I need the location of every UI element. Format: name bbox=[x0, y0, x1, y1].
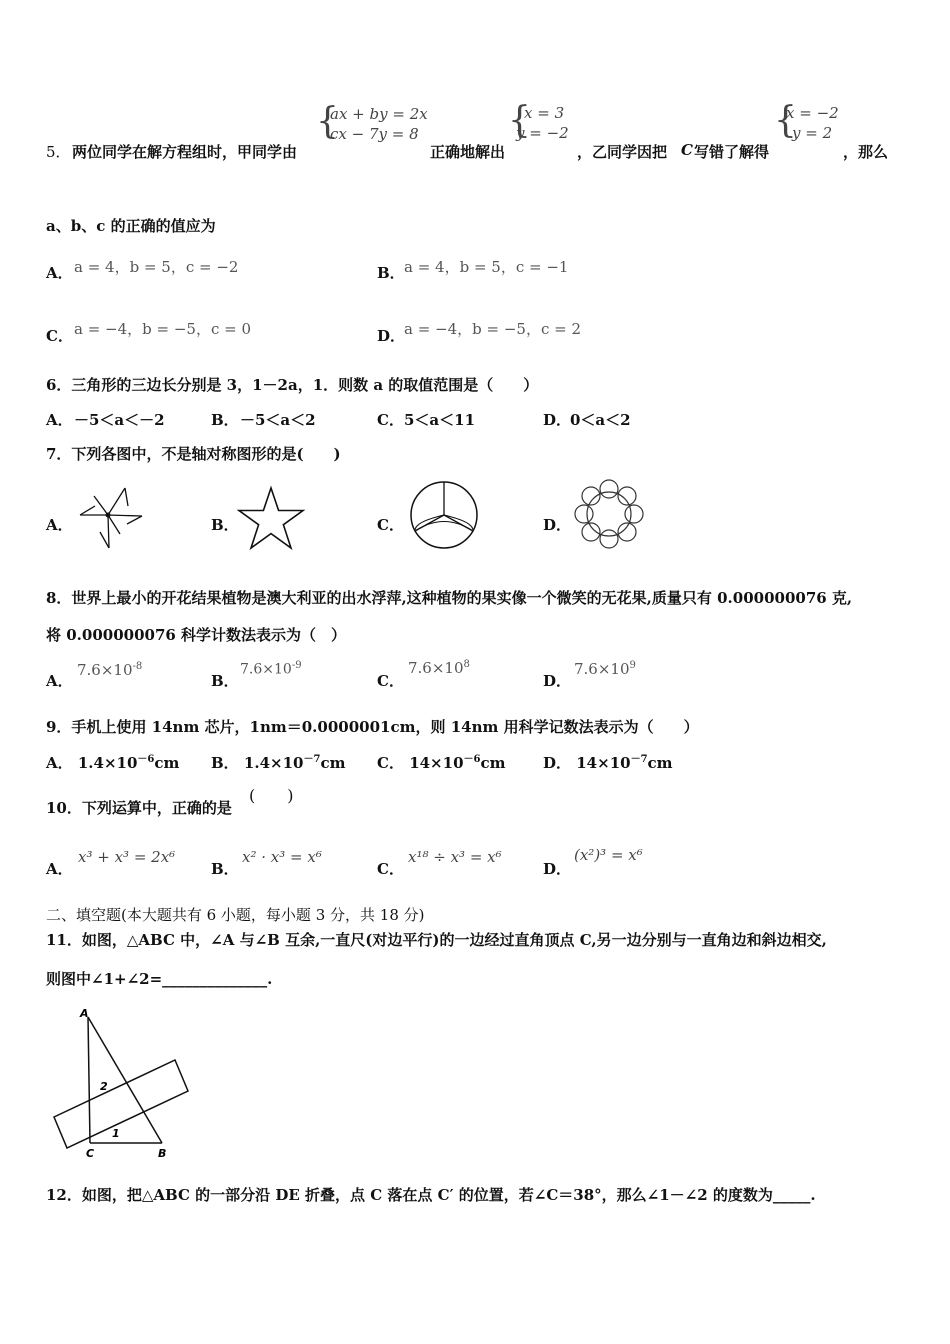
q10-option-a-label: A． bbox=[46, 860, 73, 878]
q10-option-c-label: C． bbox=[377, 860, 404, 878]
section2-title: 二、填空题(本大题共有 6 小题，每小题 3 分，共 18 分) bbox=[46, 906, 425, 924]
q9-option-a: A． $1.4\times 10^{-6}cm$ bbox=[46, 754, 180, 772]
q10-option-b-label: B． bbox=[211, 860, 239, 878]
fig-label-angle2: 2 bbox=[100, 1080, 108, 1093]
q5-line2: a、b、c 的正确的值应为 bbox=[46, 217, 216, 235]
fig-label-angle1: 1 bbox=[112, 1127, 120, 1140]
q6-option-c-label: C． bbox=[377, 411, 404, 429]
q5-option-a-label: A． bbox=[46, 264, 73, 282]
q6-option-c-text: 5＜a＜11 bbox=[404, 411, 476, 429]
q7-option-a-label: A． bbox=[46, 516, 73, 534]
q8-option-a-value: $7.6\times 10^{-8}$ bbox=[77, 661, 143, 679]
q5-system-line1: ax + by = 2x bbox=[330, 105, 428, 123]
q5-option-b-text: a = 4，b = 5，c = −1 bbox=[404, 258, 569, 276]
q10-option-d-text: (x²)³ = x⁶ bbox=[574, 846, 643, 864]
q8-line1: 8．世界上最小的开花结果植物是澳大利亚的出水浮萍,这种植物的果实像一个微笑的无花果,质量只有 0.000000076 克, bbox=[46, 589, 853, 607]
fig-label-c: C bbox=[86, 1147, 95, 1160]
q8-option-d-label: D． bbox=[543, 672, 572, 690]
circle-petals-figure bbox=[404, 480, 484, 550]
q8-option-d-value: $7.6\times 10^9$ bbox=[574, 660, 636, 678]
q5-system-brace: { bbox=[316, 101, 339, 142]
q5-sol1-brace: { bbox=[508, 100, 531, 141]
q5-sol1-line1: x = 3 bbox=[524, 104, 565, 122]
q6-option-d-label: D． bbox=[543, 411, 572, 429]
q5-system-line2: cx − 7y = 8 bbox=[330, 125, 419, 143]
star-figure bbox=[236, 486, 306, 550]
q8-option-c-label: C． bbox=[377, 672, 404, 690]
q5-number: 5． bbox=[46, 143, 71, 161]
q5-text-mid3: 写错了解得 bbox=[694, 143, 770, 161]
q7-option-c-label: C． bbox=[377, 516, 404, 534]
q6-option-b-text: －5＜a＜2 bbox=[240, 411, 316, 429]
q5-option-a-text: a = 4，b = 5，c = −2 bbox=[74, 258, 239, 276]
q8-option-c-value: $7.6\times 10^8$ bbox=[408, 659, 470, 677]
q5-option-b-label: B． bbox=[377, 264, 405, 282]
q12-text: 12．如图，把△ABC 的一部分沿 DE 折叠，点 C 落在点 C′ 的位置，若∠C＝38°，那么∠1－∠2 的度数为_____. bbox=[46, 1186, 816, 1204]
q9-option-c: C． $14\times 10^{-6}cm$ bbox=[377, 754, 506, 772]
q5-sol2-line2: y = 2 bbox=[792, 124, 833, 142]
q11-triangle-ruler-figure bbox=[50, 1005, 195, 1160]
q5-text-end: ，那么 bbox=[843, 143, 889, 161]
q5-text-mid2: ，乙同学因把 bbox=[577, 143, 668, 161]
q5-sol1-line2: y = −2 bbox=[516, 124, 569, 142]
q10-option-a-text: x³ + x³ = 2x⁶ bbox=[78, 848, 176, 866]
q10-option-b-text: x² · x³ = x⁶ bbox=[242, 848, 322, 866]
q5-option-d-label: D． bbox=[377, 327, 406, 345]
q10-paren: ( ) bbox=[249, 786, 294, 805]
q11-line2: 则图中∠1+∠2=______________. bbox=[46, 970, 273, 988]
q10-stem: 10．下列运算中，正确的是 bbox=[46, 799, 232, 817]
q8-option-b-value: $7.6\times 10^{-9}$ bbox=[240, 660, 302, 678]
q11-line1: 11．如图，△ABC 中，∠A 与∠B 互余,一直尺(对边平行)的一边经过直角顶点 C,另一边分别与一直角边和斜边相交, bbox=[46, 931, 827, 949]
fig-label-a: A bbox=[80, 1007, 89, 1020]
q5-text-mid1: 正确地解出 bbox=[430, 143, 506, 161]
q10-option-c-text: x¹⁸ ÷ x³ = x⁶ bbox=[408, 848, 502, 866]
q5-option-c-label: C． bbox=[46, 327, 73, 345]
q10-option-d-label: D． bbox=[543, 860, 572, 878]
q5-sol2-brace: { bbox=[774, 100, 797, 141]
q5-option-d-text: a = −4，b = −5，c = 2 bbox=[404, 320, 582, 338]
fig-label-b: B bbox=[158, 1147, 167, 1160]
q7-stem: 7．下列各图中，不是轴对称图形的是( ) bbox=[46, 445, 341, 463]
q8-line2: 将 0.000000076 科学计数法表示为（ ） bbox=[46, 626, 347, 644]
q5-var-c: C bbox=[681, 141, 693, 159]
q6-option-d-text: 0＜a＜2 bbox=[570, 411, 631, 429]
q5-sol2-line1: x = −2 bbox=[786, 104, 839, 122]
q9-option-d: D． $14\times 10^{-7}cm$ bbox=[543, 754, 673, 772]
q7-option-b-label: B． bbox=[211, 516, 239, 534]
q5-text-before: 两位同学在解方程组时，甲同学由 bbox=[72, 143, 298, 161]
flower-ring-figure bbox=[570, 477, 648, 551]
q6-option-a-text: －5＜a＜－2 bbox=[74, 411, 165, 429]
q5-option-c-text: a = −4，b = −5，c = 0 bbox=[74, 320, 252, 338]
q9-stem: 9．手机上使用 14nm 芯片，1nm＝0.0000001cm，则 14nm 用科学记数法表示为（ ） bbox=[46, 718, 699, 736]
q7-option-d-label: D． bbox=[543, 516, 572, 534]
q6-stem: 6．三角形的三边长分别是 3，1－2a，1．则数 a 的取值范围是（ ） bbox=[46, 376, 539, 394]
q8-option-b-label: B． bbox=[211, 672, 239, 690]
q6-option-b-label: B． bbox=[211, 411, 239, 429]
pinwheel-figure bbox=[78, 484, 148, 550]
q9-option-b: B． $1.4\times 10^{-7}cm$ bbox=[211, 754, 346, 772]
q8-option-a-label: A． bbox=[46, 672, 73, 690]
q6-option-a-label: A． bbox=[46, 411, 73, 429]
